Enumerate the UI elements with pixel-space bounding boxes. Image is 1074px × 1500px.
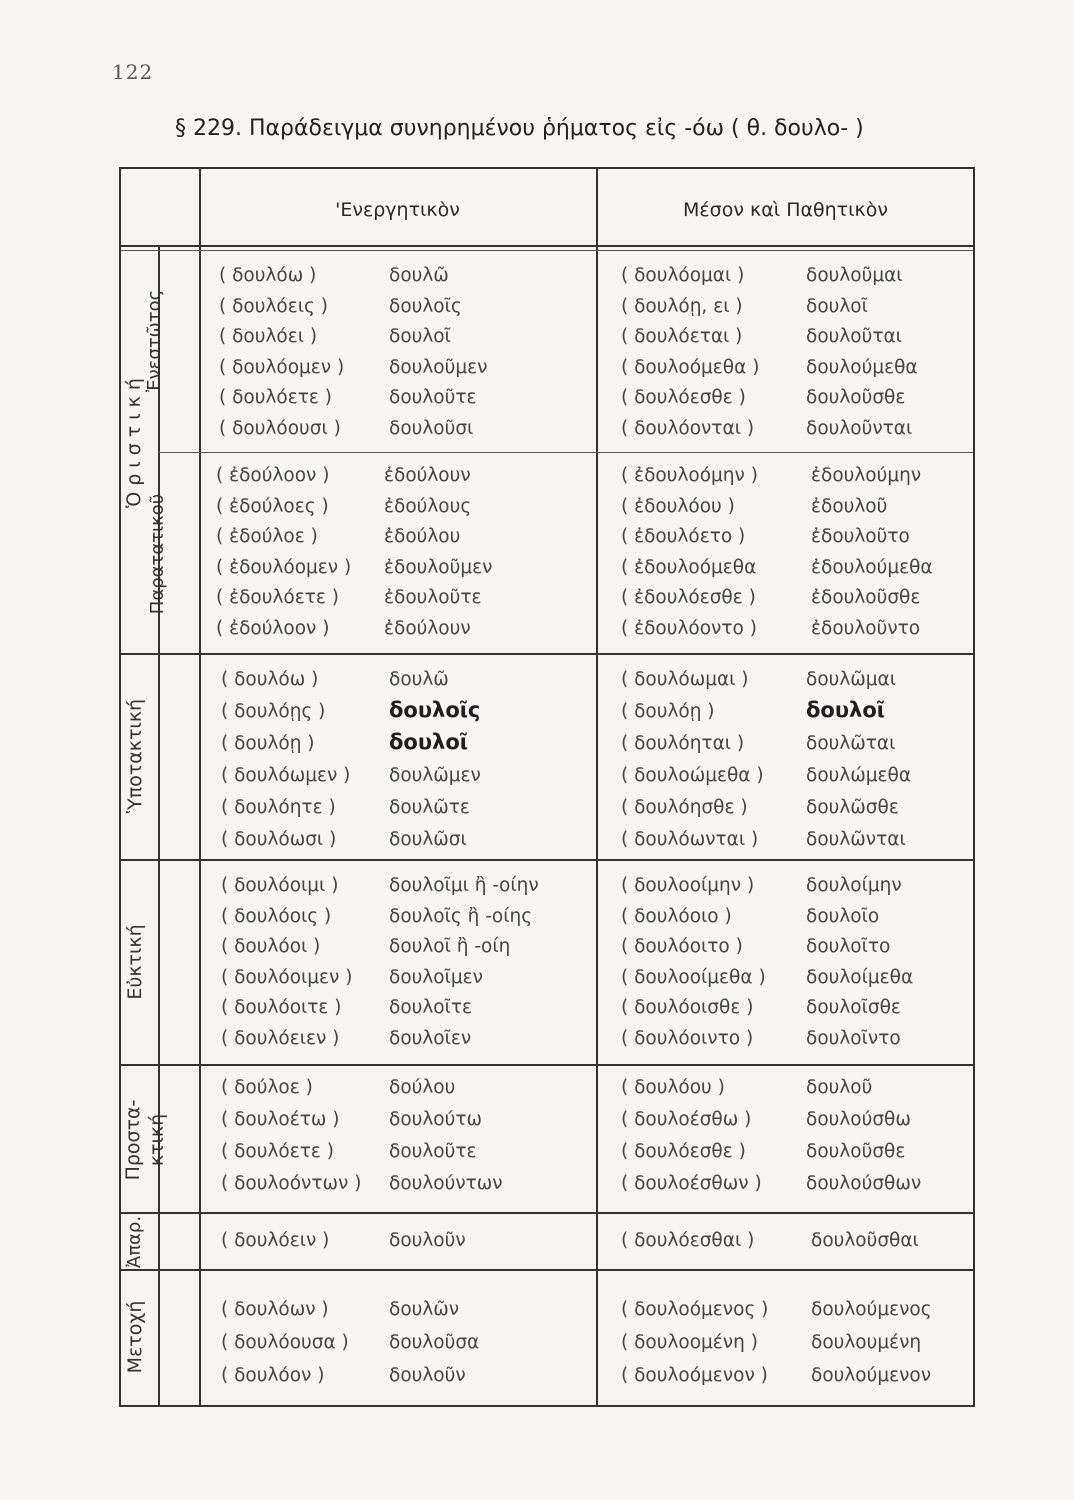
uncontracted-form: ( δουλόοισθε ) [621,997,754,1018]
contracted-form: δουλοίμεθα [806,966,914,988]
uncontracted-form: ( δουλοέτω ) [221,1109,340,1130]
uncontracted-form: ( δουλόονται ) [621,417,755,439]
contracted-form: δουλῶμαι [806,669,897,690]
uncontracted-form: ( δουλοόντων ) [221,1173,362,1194]
conjugation-table [119,167,975,1407]
label-infinitive: Ἀπαρ. [124,1215,145,1269]
uncontracted-form: ( δουλόεται ) [621,326,743,347]
contracted-form: δουλοῖς [389,295,462,317]
uncontracted-form: ( δουλόῃ, ει ) [621,295,743,317]
contracted-form: ἐδουλοῦσθε [811,587,921,608]
hline-tense-divider [158,452,973,453]
contracted-form: δουλῶνται [806,829,906,850]
contracted-form: δουλοῦν [389,1230,466,1251]
uncontracted-form: ( δουλόοιτο ) [621,936,743,957]
contracted-form: δουλούμενον [811,1365,932,1386]
uncontracted-form: ( δουλόει ) [219,326,318,347]
uncontracted-form: ( δουλόετε ) [219,387,332,408]
uncontracted-form: ( δουλόῃ ) [621,701,715,722]
uncontracted-form: ( ἐδουλοόμην ) [621,465,758,486]
contracted-form: δουλοῦσθαι [811,1230,919,1251]
contracted-form: δουλοῖ [389,730,468,754]
contracted-form: ἐδουλοῦ [811,495,888,517]
vline-tense [158,247,160,1407]
contracted-form: ἐδουλοῦμεν [384,556,493,578]
contracted-form: δουλοῖτο [806,936,891,957]
uncontracted-form: ( δουλόειν ) [221,1230,330,1251]
contracted-form: δουλοῖμι ἢ -οίην [389,875,539,896]
contracted-form: ἐδουλοῦντο [811,617,921,639]
uncontracted-form: ( δουλόωνται ) [621,829,759,850]
uncontracted-form: ( δουλόητε ) [221,797,336,818]
uncontracted-form: ( δουλόεσθε ) [621,1141,746,1162]
contracted-form: δουλοῖ [806,295,868,317]
uncontracted-form: ( ἐδουλόοντο ) [621,617,757,639]
uncontracted-form: ( δούλοε ) [221,1077,313,1098]
uncontracted-form: ( δουλόουσι ) [219,417,341,439]
contracted-form: δουλοῖντο [806,1027,901,1049]
uncontracted-form: ( δουλόεις ) [219,295,328,317]
uncontracted-form: ( δουλόωσι ) [221,829,337,850]
uncontracted-form: ( ἐδουλόεσθε ) [621,587,756,608]
contracted-form: ἐδούλουν [384,465,471,486]
contracted-form: δουλοῦσι [389,417,474,439]
uncontracted-form: ( δουλοώμεθα ) [621,765,764,786]
contracted-form: δουλοῖς ἢ -οίης [389,905,533,927]
uncontracted-form: ( ἐδουλόομεν ) [216,556,352,578]
contracted-form: δουλοῖεν [389,1027,472,1049]
contracted-form: δουλοῦσα [389,1332,480,1353]
uncontracted-form: ( ἐδούλοον ) [216,617,330,639]
contracted-form: δουλούσθων [806,1173,922,1194]
contracted-form: δουλῶσθε [806,797,899,818]
uncontracted-form: ( δουλοέσθων ) [621,1173,762,1194]
uncontracted-form: ( δουλόειεν ) [221,1027,340,1049]
contracted-form: δουλούσθω [806,1109,911,1130]
label-indicative: Ὁριστική [123,372,145,508]
contracted-form: δουλῶσι [389,829,467,850]
header-middle-passive: Μέσον καὶ Παθητικὸν [683,199,888,221]
uncontracted-form: ( δουλόον ) [221,1365,325,1386]
contracted-form: δουλοῖσθε [806,997,901,1018]
uncontracted-form: ( δουλόωμεν ) [221,765,351,786]
contracted-form: ἐδούλου [384,526,461,547]
uncontracted-form: ( δουλοόμενον ) [621,1365,768,1386]
contracted-form: δουλῶ [389,669,449,690]
uncontracted-form: ( δουλοομένη ) [621,1332,758,1353]
contracted-form: δουλοῖ [389,326,451,347]
uncontracted-form: ( δουλόετε ) [221,1141,334,1162]
section-title: § 229. Παράδειγμα συνηρημένου ῥήματος εἰς -όω ( θ. δουλο- ) [175,116,864,141]
uncontracted-form: ( ἐδούλοε ) [216,526,318,547]
uncontracted-form: ( δουλόοιμεν ) [221,966,353,988]
uncontracted-form: ( δουλόοιτε ) [221,997,342,1018]
label-imperfect: Παρατατικοῦ [147,493,168,615]
contracted-form: ἐδουλούμεθα [811,556,933,578]
contracted-form: δουλῶν [389,1299,460,1320]
contracted-form: δουλούμενος [811,1299,932,1320]
uncontracted-form: ( δουλόου ) [621,1077,725,1098]
contracted-form: δουλοῦτε [389,387,477,408]
contracted-form: δουλοῦ [806,1077,873,1098]
uncontracted-form: ( δουλόομεν ) [219,356,345,378]
contracted-form: δουλοῖτε [389,997,473,1018]
contracted-form: δουλούτω [389,1109,482,1130]
contracted-form: ἐδουλούμην [811,465,922,486]
uncontracted-form: ( δουλόεσθαι ) [621,1230,755,1251]
uncontracted-form: ( ἐδουλοόμεθα [621,556,757,578]
vline-mood [199,169,201,1407]
contracted-form: δουλῶ [389,265,449,286]
uncontracted-form: ( ἐδουλόετε ) [216,587,339,608]
uncontracted-form: ( δουλόηται ) [621,733,745,754]
contracted-form: ἐδουλοῦτε [384,587,482,608]
hline-subjunctive [121,653,973,655]
uncontracted-form: ( ἐδούλοες ) [216,495,329,517]
contracted-form: δουλουμένη [811,1332,922,1353]
uncontracted-form: ( δουλόοιο ) [621,905,732,927]
contracted-form: ἐδούλουν [384,617,471,639]
hline-imperative [121,1064,973,1066]
contracted-form: δουλούντων [389,1173,503,1194]
hline-participle [121,1269,973,1271]
uncontracted-form: ( δουλόοιντο ) [621,1027,754,1049]
uncontracted-form: ( δουλόομαι ) [621,265,745,286]
contracted-form: δουλοῦται [806,326,902,347]
contracted-form: δουλοῦσθε [806,1141,906,1162]
uncontracted-form: ( δουλόῃ ) [221,733,315,754]
uncontracted-form: ( δουλόω ) [219,265,317,286]
contracted-form: δουλοῖμεν [389,966,483,988]
hline-optative [121,859,973,861]
uncontracted-form: ( δουλόοι ) [221,936,321,957]
vline-voice [596,169,598,1407]
contracted-form: δουλῶμεν [389,765,481,786]
hline-header-double [121,250,973,251]
uncontracted-form: ( δουλόῃς ) [221,701,326,722]
contracted-form: ἐδουλοῦτο [811,526,910,547]
uncontracted-form: ( ἐδουλόετο ) [621,526,746,547]
contracted-form: δουλούμεθα [806,356,918,378]
contracted-form: δουλῶται [806,733,896,754]
uncontracted-form: ( δουλοοίμεθα ) [621,966,766,988]
uncontracted-form: ( δουλόοις ) [221,905,332,927]
page-number: 122 [112,60,154,84]
label-optative: Εὐκτική [124,924,146,1000]
contracted-form: δουλοῦτε [389,1141,477,1162]
contracted-form: δουλώμεθα [806,765,912,786]
contracted-form: δουλοῦνται [806,417,913,439]
uncontracted-form: ( δουλοόμεθα ) [621,356,760,378]
label-subjunctive: Ὑποτακτική [124,698,146,814]
contracted-form: δουλοῦμεν [389,356,488,378]
hline-header [121,245,973,247]
contracted-form: δουλοῖο [806,905,880,927]
contracted-form: δουλοῖς [389,698,481,722]
contracted-form: δουλοῦσθε [806,387,906,408]
uncontracted-form: ( δουλόεσθε ) [621,387,746,408]
label-imperative: Προστα-κτική [122,1099,168,1181]
contracted-form: δουλοῖ ἢ -οίη [389,936,511,957]
uncontracted-form: ( δουλόοιμι ) [221,875,339,896]
contracted-form: ἐδούλους [384,495,472,517]
uncontracted-form: ( δουλόωμαι ) [621,669,749,690]
uncontracted-form: ( δουλοόμενος ) [621,1299,769,1320]
hline-infinitive [121,1212,973,1214]
uncontracted-form: ( δουλοοίμην ) [621,875,755,896]
uncontracted-form: ( δουλοέσθω ) [621,1109,752,1130]
label-participle: Μετοχή [124,1300,146,1374]
uncontracted-form: ( ἐδουλόου ) [621,495,735,517]
uncontracted-form: ( ἐδούλοον ) [216,465,330,486]
uncontracted-form: ( δουλόω ) [221,669,319,690]
label-present: Ἐνεστῶτος [144,289,165,393]
uncontracted-form: ( δουλόων ) [221,1299,329,1320]
contracted-form: δουλοῦμαι [806,265,903,286]
contracted-form: δουλῶτε [389,797,470,818]
contracted-form: δουλοίμην [806,875,902,896]
uncontracted-form: ( δουλόησθε ) [621,797,748,818]
contracted-form: δουλοῦν [389,1365,466,1386]
header-active: 'Ενεργητικὸν [335,199,460,221]
contracted-form: δούλου [389,1077,456,1098]
uncontracted-form: ( δουλόουσα ) [221,1332,349,1353]
contracted-form: δουλοῖ [806,698,885,722]
